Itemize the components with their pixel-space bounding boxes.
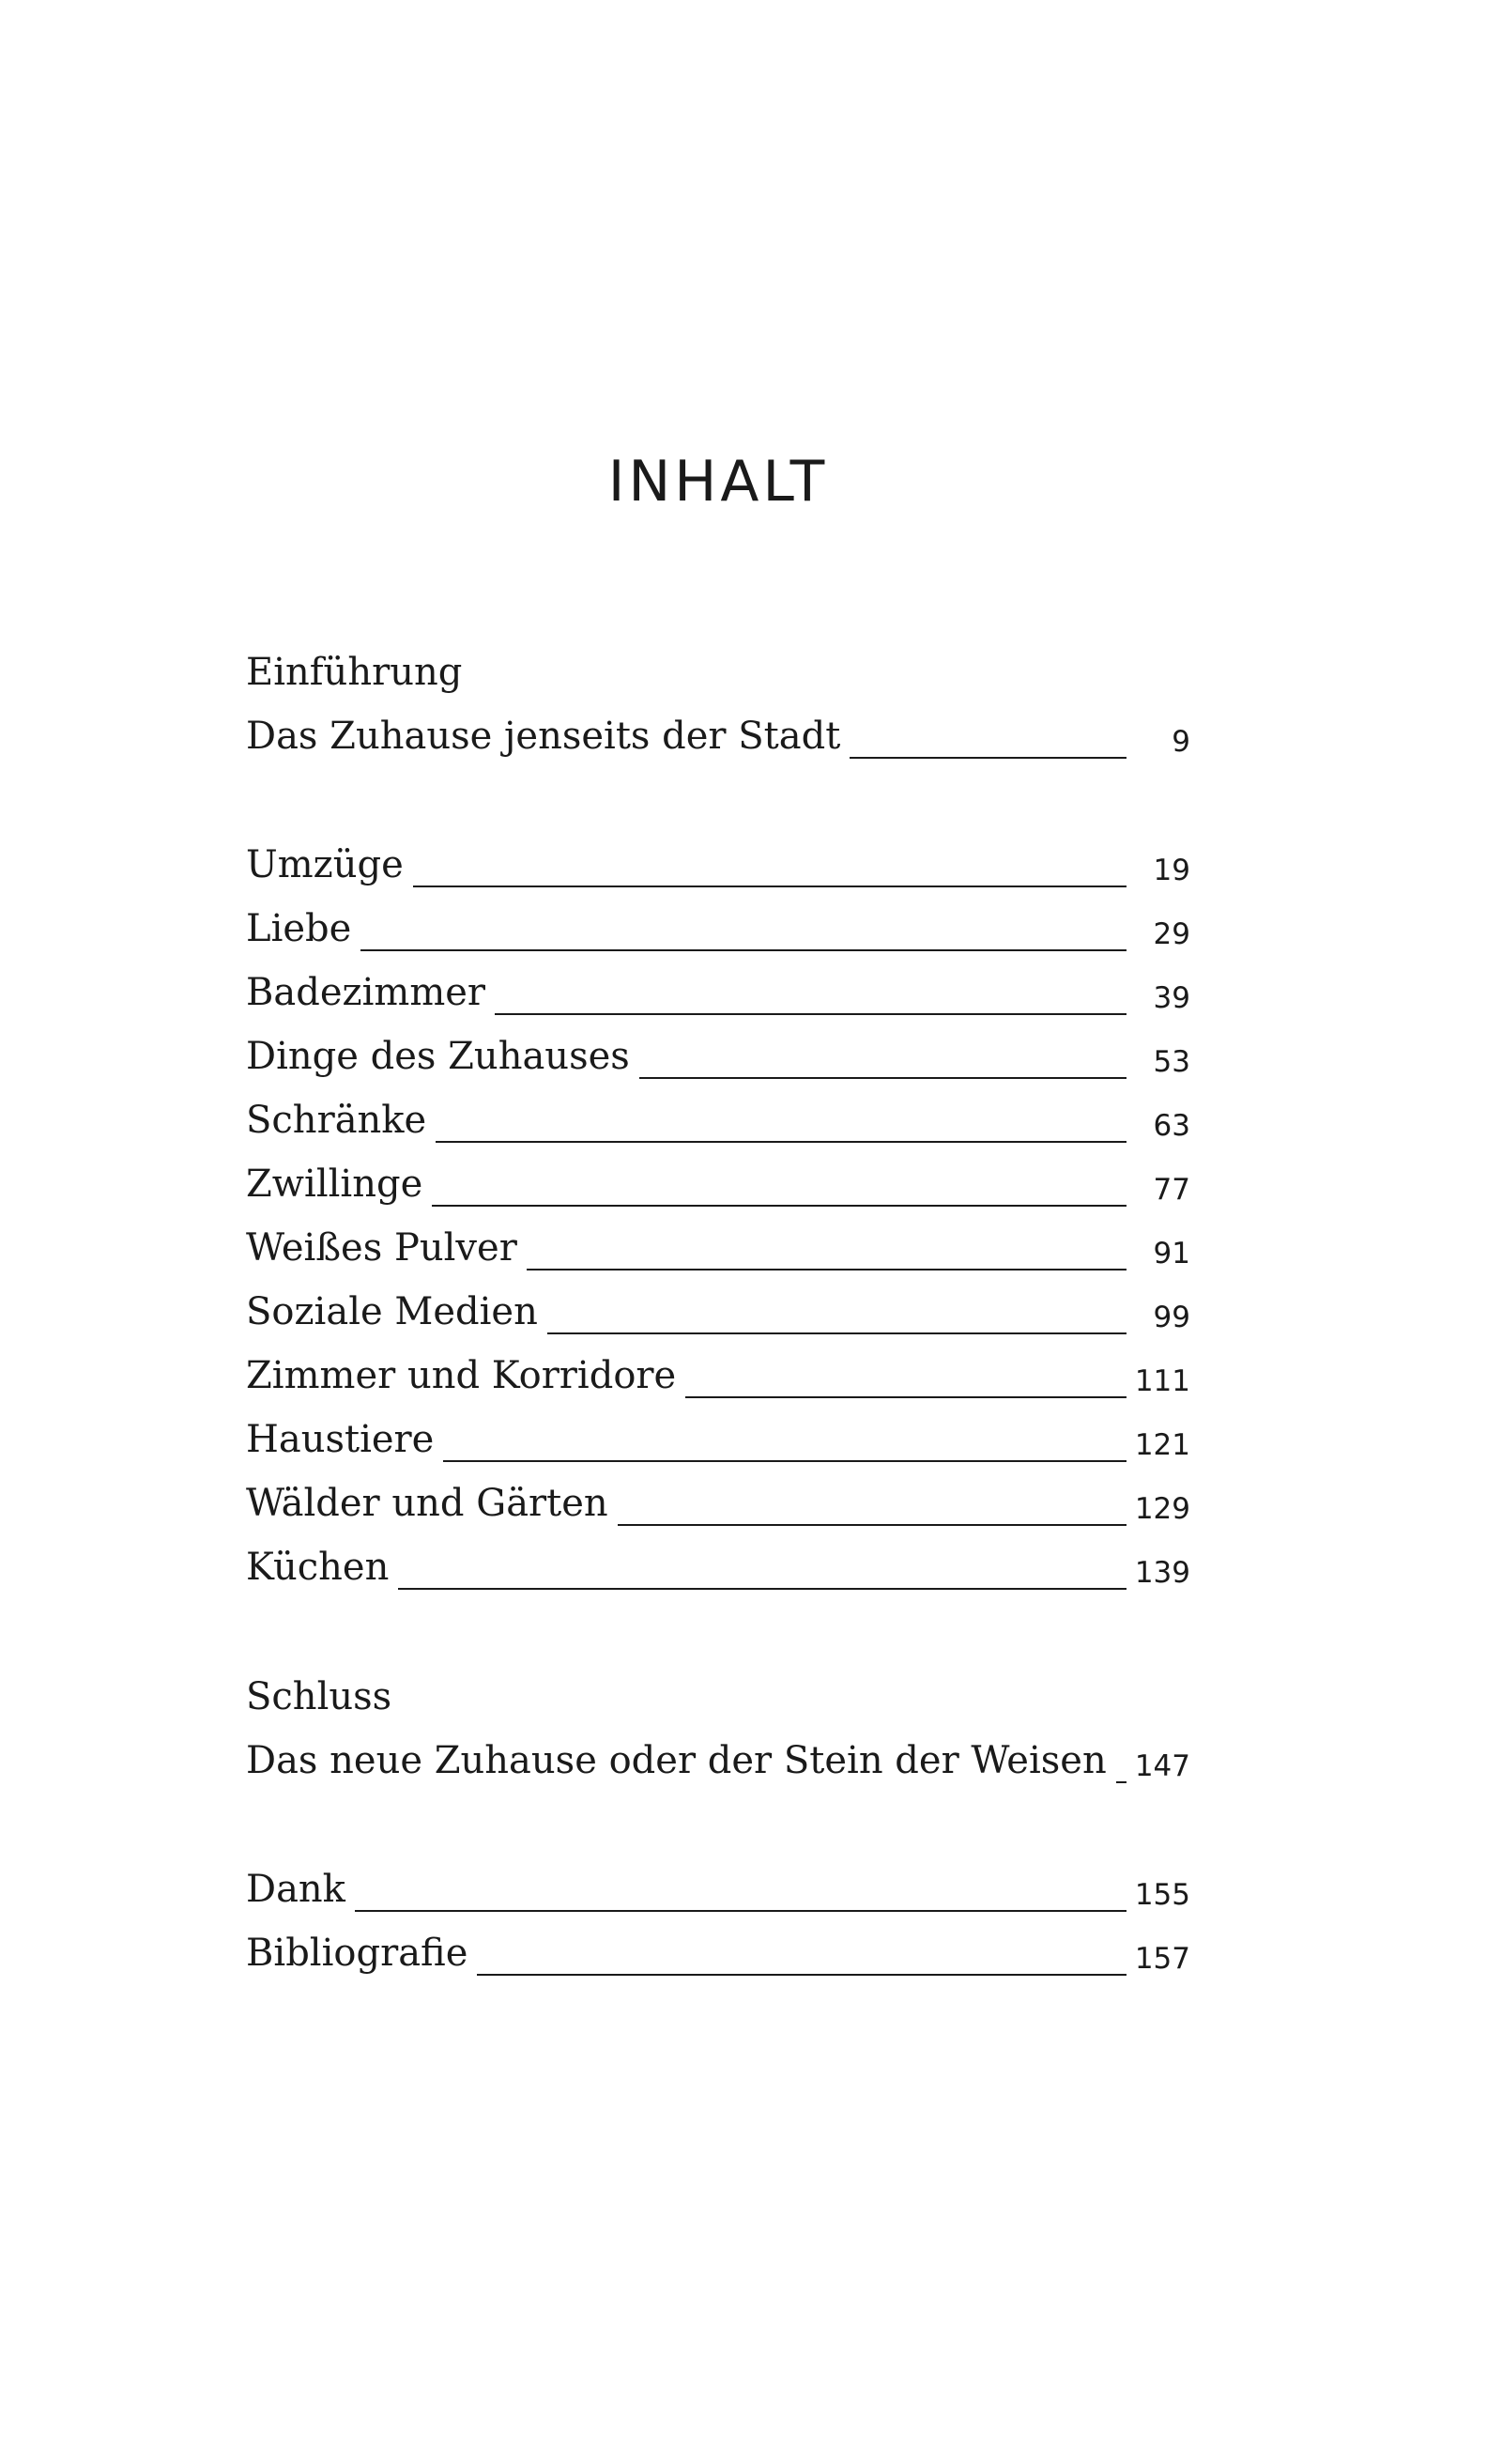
toc-entry[interactable]	[246, 904, 1190, 961]
toc-entry-label: Badezimmer	[246, 971, 486, 1014]
toc-entry[interactable]	[246, 1160, 1190, 1216]
toc-entry[interactable]	[246, 968, 1190, 1024]
toc-entry-label: Wälder und Gärten	[246, 1482, 608, 1525]
dotted-leader-line	[685, 1396, 1126, 1398]
toc-page-number: 91	[1153, 1237, 1190, 1270]
dotted-leader-line	[398, 1588, 1126, 1590]
toc-entry-label: Umzüge	[246, 843, 404, 886]
toc-entry-label: Soziale Medien	[246, 1290, 538, 1333]
toc-entry-label: Zimmer und Korridore	[246, 1354, 677, 1397]
toc-entry[interactable]	[246, 712, 1190, 768]
toc-entry-label: Küchen	[246, 1546, 390, 1589]
toc-page-number: 39	[1153, 981, 1190, 1015]
toc-entry-label: Schluss	[246, 1675, 392, 1718]
toc-entry-label: Weißes Pulver	[246, 1226, 517, 1270]
toc-entry[interactable]	[246, 1032, 1190, 1088]
toc-entry[interactable]	[246, 1096, 1190, 1152]
toc-entry[interactable]	[246, 1224, 1190, 1280]
toc-entry[interactable]	[246, 1479, 1190, 1535]
dotted-leader-line	[413, 886, 1126, 887]
toc-entry-label: Das neue Zuhause oder der Stein der Weisen	[246, 1739, 1107, 1782]
toc-entry[interactable]	[246, 1736, 1190, 1793]
toc-entry[interactable]	[246, 1865, 1190, 1921]
toc-entry-label: Zwillinge	[246, 1163, 423, 1206]
dotted-leader-line	[618, 1524, 1126, 1526]
toc-page-number: 157	[1134, 1942, 1190, 1976]
toc-entry[interactable]	[246, 1543, 1190, 1599]
dotted-leader-line	[639, 1077, 1126, 1079]
toc-page-number: 9	[1172, 725, 1190, 759]
dotted-leader-line	[436, 1141, 1126, 1143]
toc-entry-label: Haustiere	[246, 1418, 435, 1461]
dotted-leader-line	[477, 1974, 1126, 1976]
dotted-leader-line	[355, 1910, 1126, 1912]
dotted-leader-line	[443, 1460, 1126, 1462]
dotted-leader-line	[527, 1269, 1126, 1270]
dotted-leader-line	[547, 1332, 1126, 1334]
toc-page-number: 63	[1153, 1109, 1190, 1143]
toc-page-number: 129	[1134, 1492, 1190, 1526]
dotted-leader-line	[1116, 1781, 1126, 1783]
toc-page-number: 99	[1153, 1301, 1190, 1334]
toc-page-number: 77	[1153, 1173, 1190, 1207]
dotted-leader-line	[495, 1013, 1126, 1015]
toc-entry[interactable]	[246, 1351, 1190, 1408]
toc-page-number: 53	[1153, 1045, 1190, 1079]
dotted-leader-line	[850, 757, 1126, 759]
toc-entry[interactable]	[246, 1929, 1190, 1985]
toc-heading-conclusion	[246, 1672, 1190, 1729]
toc-entry-label: Schränke	[246, 1099, 427, 1142]
toc-entry[interactable]	[246, 1415, 1190, 1471]
toc-entry-label: Dank	[246, 1868, 345, 1911]
toc-entry-label: Dinge des Zuhauses	[246, 1035, 630, 1078]
toc-heading-introduction	[246, 648, 1190, 704]
toc-page-number: 155	[1134, 1878, 1190, 1912]
dotted-leader-line	[360, 949, 1126, 951]
toc-page-number: 29	[1153, 917, 1190, 951]
toc-page-number: 111	[1134, 1364, 1190, 1398]
toc-page-number: 147	[1134, 1749, 1190, 1783]
toc-page-number: 121	[1134, 1428, 1190, 1462]
toc-entry-label: Bibliografie	[246, 1932, 468, 1975]
toc-entry[interactable]	[246, 1287, 1190, 1344]
toc-entry-label: Das Zuhause jenseits der Stadt	[246, 715, 841, 758]
toc-page-number: 19	[1153, 854, 1190, 887]
toc-entry-label: Liebe	[246, 907, 352, 950]
toc-entry[interactable]	[246, 840, 1190, 897]
page-title: INHALT	[607, 449, 829, 515]
toc-entry-label: Einführung	[246, 651, 463, 694]
toc-page-number: 139	[1134, 1556, 1190, 1590]
dotted-leader-line	[432, 1205, 1126, 1207]
